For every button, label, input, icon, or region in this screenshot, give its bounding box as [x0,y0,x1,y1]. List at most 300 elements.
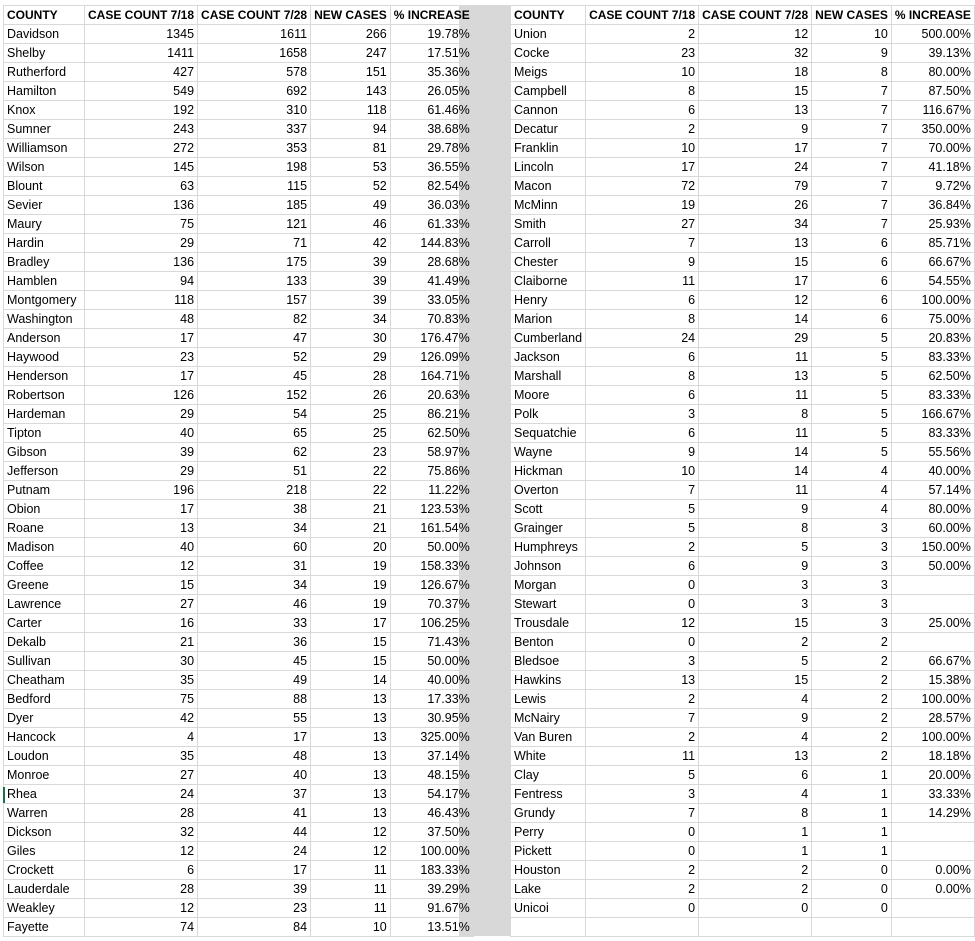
cell-case-count-7-18[interactable]: 35 [85,747,198,766]
cell-county[interactable]: Hancock [4,728,85,747]
cell-county[interactable]: McMinn [511,196,586,215]
cell-new-cases[interactable]: 12 [311,823,391,842]
cell-case-count-7-18[interactable]: 549 [85,82,198,101]
cell-county[interactable]: Davidson [4,25,85,44]
cell-case-count-7-28[interactable]: 13 [699,367,812,386]
cell-case-count-7-18[interactable]: 136 [85,253,198,272]
cell-case-count-7-28[interactable]: 692 [198,82,311,101]
cell-case-count-7-18[interactable]: 2 [586,728,699,747]
cell-county[interactable]: Haywood [4,348,85,367]
cell-case-count-7-18[interactable]: 40 [85,538,198,557]
cell-case-count-7-28[interactable]: 29 [699,329,812,348]
cell-case-count-7-18[interactable]: 17 [85,367,198,386]
cell-new-cases[interactable]: 7 [812,139,892,158]
cell-case-count-7-18[interactable]: 6 [586,348,699,367]
cell-county[interactable]: Marion [511,310,586,329]
cell-case-count-7-18[interactable]: 12 [85,842,198,861]
cell-case-count-7-28[interactable]: 18 [699,63,812,82]
cell-case-count-7-18[interactable]: 7 [586,481,699,500]
cell-percent-increase[interactable]: 20.63% [390,386,473,405]
cell-new-cases[interactable]: 5 [812,405,892,424]
cell-percent-increase[interactable]: 350.00% [891,120,974,139]
cell-case-count-7-28[interactable]: 9 [699,500,812,519]
cell-case-count-7-18[interactable]: 75 [85,215,198,234]
cell-case-count-7-28[interactable]: 88 [198,690,311,709]
cell-county[interactable]: Franklin [511,139,586,158]
cell-new-cases[interactable]: 2 [812,633,892,652]
cell-case-count-7-28[interactable]: 34 [198,519,311,538]
cell-case-count-7-28[interactable]: 152 [198,386,311,405]
cell-percent-increase[interactable]: 11.22% [390,481,473,500]
cell-new-cases[interactable]: 151 [311,63,391,82]
cell-case-count-7-28[interactable]: 15 [699,82,812,101]
cell-county[interactable]: Dekalb [4,633,85,652]
cell-percent-increase[interactable]: 83.33% [891,386,974,405]
cell-case-count-7-18[interactable]: 72 [586,177,699,196]
cell-percent-increase[interactable]: 17.51% [390,44,473,63]
cell-case-count-7-28[interactable]: 14 [699,310,812,329]
cell-county[interactable]: Washington [4,310,85,329]
cell-case-count-7-28[interactable]: 17 [699,139,812,158]
cell-new-cases[interactable]: 81 [311,139,391,158]
cell-county[interactable]: Claiborne [511,272,586,291]
cell-percent-increase[interactable]: 150.00% [891,538,974,557]
cell-new-cases[interactable]: 7 [812,177,892,196]
cell-percent-increase[interactable]: 126.67% [390,576,473,595]
cell-case-count-7-18[interactable]: 29 [85,234,198,253]
cell-case-count-7-18[interactable]: 39 [85,443,198,462]
cell-new-cases[interactable]: 42 [311,234,391,253]
cell-case-count-7-18[interactable]: 2 [586,120,699,139]
cell-case-count-7-18[interactable]: 196 [85,481,198,500]
cell-new-cases[interactable]: 94 [311,120,391,139]
cell-percent-increase[interactable]: 83.33% [891,424,974,443]
cell-case-count-7-18[interactable]: 192 [85,101,198,120]
cell-new-cases[interactable]: 9 [812,44,892,63]
cell-new-cases[interactable]: 7 [812,82,892,101]
cell-case-count-7-28[interactable]: 353 [198,139,311,158]
cell-case-count-7-28[interactable]: 185 [198,196,311,215]
cell-case-count-7-28[interactable]: 218 [198,481,311,500]
cell-case-count-7-28[interactable]: 54 [198,405,311,424]
cell-county[interactable]: Maury [4,215,85,234]
cell-case-count-7-18[interactable]: 24 [85,785,198,804]
cell-case-count-7-18[interactable]: 35 [85,671,198,690]
cell-case-count-7-28[interactable]: 14 [699,462,812,481]
cell-case-count-7-18[interactable]: 3 [586,652,699,671]
cell-county[interactable]: Hamilton [4,82,85,101]
cell-county[interactable]: Van Buren [511,728,586,747]
cell-percent-increase[interactable]: 66.67% [891,253,974,272]
cell-new-cases[interactable]: 0 [812,899,892,918]
cell-case-count-7-18[interactable]: 118 [85,291,198,310]
cell-case-count-7-28[interactable]: 15 [699,253,812,272]
cell-percent-increase[interactable]: 70.37% [390,595,473,614]
cell-new-cases[interactable]: 13 [311,785,391,804]
cell-percent-increase[interactable]: 25.93% [891,215,974,234]
cell-county[interactable]: Houston [511,861,586,880]
cell-case-count-7-18[interactable]: 0 [586,842,699,861]
cell-case-count-7-28[interactable]: 34 [699,215,812,234]
cell-percent-increase[interactable]: 58.97% [390,443,473,462]
cell-percent-increase[interactable]: 54.17% [390,785,473,804]
cell-case-count-7-18[interactable]: 11 [586,747,699,766]
cell-percent-increase[interactable]: 30.95% [390,709,473,728]
cell-case-count-7-28[interactable]: 34 [198,576,311,595]
cell-county[interactable]: Greene [4,576,85,595]
cell-new-cases[interactable]: 3 [812,614,892,633]
cell-percent-increase[interactable]: 75.00% [891,310,974,329]
cell-case-count-7-18[interactable]: 1411 [85,44,198,63]
cell-percent-increase[interactable]: 13.51% [390,918,473,937]
cell-new-cases[interactable]: 1 [812,842,892,861]
cell-county[interactable]: Macon [511,177,586,196]
cell-new-cases[interactable]: 39 [311,253,391,272]
cell-case-count-7-28[interactable]: 71 [198,234,311,253]
cell-new-cases[interactable]: 6 [812,310,892,329]
cell-case-count-7-28[interactable]: 45 [198,652,311,671]
cell-case-count-7-18[interactable]: 5 [586,766,699,785]
cell-new-cases[interactable]: 5 [812,348,892,367]
cell-case-count-7-28[interactable]: 65 [198,424,311,443]
cell-county[interactable]: Hickman [511,462,586,481]
cell-percent-increase[interactable]: 35.36% [390,63,473,82]
cell-county[interactable]: Bradley [4,253,85,272]
header-county[interactable]: COUNTY [4,6,85,25]
cell-new-cases[interactable]: 34 [311,310,391,329]
cell-case-count-7-28[interactable]: 157 [198,291,311,310]
cell-percent-increase[interactable] [891,576,974,595]
cell-county[interactable]: Williamson [4,139,85,158]
cell-percent-increase[interactable]: 15.38% [891,671,974,690]
cell-percent-increase[interactable]: 176.47% [390,329,473,348]
cell-new-cases[interactable]: 6 [812,253,892,272]
cell-case-count-7-18[interactable]: 6 [586,101,699,120]
cell-percent-increase[interactable]: 28.68% [390,253,473,272]
cell-new-cases[interactable]: 29 [311,348,391,367]
cell-county[interactable]: Madison [4,538,85,557]
cell-new-cases[interactable]: 13 [311,709,391,728]
cell-county[interactable]: Montgomery [4,291,85,310]
cell-case-count-7-28[interactable]: 2 [699,633,812,652]
cell-county[interactable]: Marshall [511,367,586,386]
cell-new-cases[interactable]: 4 [812,500,892,519]
cell-percent-increase[interactable]: 33.05% [390,291,473,310]
cell-percent-increase[interactable]: 0.00% [891,861,974,880]
cell-county[interactable]: Stewart [511,595,586,614]
cell-case-count-7-28[interactable]: 9 [699,557,812,576]
cell-case-count-7-18[interactable]: 28 [85,804,198,823]
cell-case-count-7-18[interactable]: 11 [586,272,699,291]
cell-percent-increase[interactable]: 123.53% [390,500,473,519]
cell-case-count-7-18[interactable]: 10 [586,462,699,481]
cell-county[interactable]: Rutherford [4,63,85,82]
cell-percent-increase[interactable]: 87.50% [891,82,974,101]
cell-new-cases[interactable]: 7 [812,215,892,234]
cell-case-count-7-28[interactable]: 0 [699,899,812,918]
cell-case-count-7-28[interactable]: 23 [198,899,311,918]
cell-case-count-7-28[interactable]: 3 [699,595,812,614]
cell-case-count-7-28[interactable]: 17 [699,272,812,291]
cell-county[interactable]: Decatur [511,120,586,139]
cell-case-count-7-18[interactable]: 427 [85,63,198,82]
cell-case-count-7-28[interactable]: 8 [699,804,812,823]
cell-case-count-7-28[interactable]: 6 [699,766,812,785]
cell-new-cases[interactable]: 5 [812,424,892,443]
cell-case-count-7-18[interactable]: 63 [85,177,198,196]
cell-percent-increase[interactable]: 37.50% [390,823,473,842]
cell-case-count-7-18[interactable]: 7 [586,709,699,728]
cell-county[interactable]: Jefferson [4,462,85,481]
cell-case-count-7-28[interactable]: 44 [198,823,311,842]
cell-percent-increase[interactable]: 70.83% [390,310,473,329]
cell-percent-increase[interactable]: 61.46% [390,101,473,120]
cell-county[interactable]: Chester [511,253,586,272]
cell-new-cases[interactable]: 14 [311,671,391,690]
cell-county[interactable]: Cocke [511,44,586,63]
cell-case-count-7-28[interactable]: 2 [699,861,812,880]
cell-percent-increase[interactable] [891,823,974,842]
cell-case-count-7-28[interactable]: 13 [699,101,812,120]
cell-case-count-7-18[interactable]: 2 [586,538,699,557]
cell-case-count-7-28[interactable]: 5 [699,652,812,671]
cell-new-cases[interactable]: 25 [311,405,391,424]
cell-county[interactable]: Grundy [511,804,586,823]
cell-percent-increase[interactable]: 46.43% [390,804,473,823]
cell-new-cases[interactable]: 6 [812,234,892,253]
cell-new-cases[interactable]: 53 [311,158,391,177]
cell-case-count-7-28[interactable]: 17 [198,861,311,880]
cell-new-cases[interactable]: 13 [311,747,391,766]
cell-case-count-7-18[interactable]: 0 [586,595,699,614]
cell-case-count-7-18[interactable]: 10 [586,139,699,158]
cell-case-count-7-28[interactable]: 133 [198,272,311,291]
cell-county[interactable]: Lawrence [4,595,85,614]
cell-case-count-7-18[interactable]: 3 [586,785,699,804]
cell-county[interactable]: Giles [4,842,85,861]
cell-county[interactable]: Sullivan [4,652,85,671]
cell-case-count-7-18[interactable]: 27 [85,595,198,614]
cell-case-count-7-18[interactable]: 145 [85,158,198,177]
cell-case-count-7-18[interactable]: 12 [586,614,699,633]
cell-case-count-7-18[interactable]: 17 [85,500,198,519]
cell-county[interactable]: Crockett [4,861,85,880]
cell-county[interactable]: Cumberland [511,329,586,348]
cell-county[interactable]: Sevier [4,196,85,215]
cell-percent-increase[interactable]: 62.50% [891,367,974,386]
cell-case-count-7-28[interactable]: 175 [198,253,311,272]
cell-county[interactable]: Robertson [4,386,85,405]
cell-new-cases[interactable]: 118 [311,101,391,120]
cell-case-count-7-18[interactable]: 5 [586,519,699,538]
cell-new-cases[interactable]: 15 [311,633,391,652]
cell-percent-increase[interactable]: 166.67% [891,405,974,424]
cell-new-cases[interactable]: 13 [311,766,391,785]
cell-case-count-7-28[interactable]: 11 [699,348,812,367]
cell-case-count-7-18[interactable]: 42 [85,709,198,728]
cell-county[interactable]: Tipton [4,424,85,443]
cell-percent-increase[interactable] [891,918,974,937]
cell-new-cases[interactable]: 1 [812,785,892,804]
cell-new-cases[interactable]: 3 [812,538,892,557]
cell-new-cases[interactable]: 11 [311,880,391,899]
cell-county[interactable]: Fayette [4,918,85,937]
cell-percent-increase[interactable]: 91.67% [390,899,473,918]
cell-new-cases[interactable]: 11 [311,899,391,918]
cell-case-count-7-28[interactable]: 46 [198,595,311,614]
cell-percent-increase[interactable]: 20.83% [891,329,974,348]
cell-county[interactable]: Putnam [4,481,85,500]
cell-percent-increase[interactable]: 164.71% [390,367,473,386]
cell-case-count-7-18[interactable]: 27 [85,766,198,785]
cell-county[interactable]: Union [511,25,586,44]
cell-new-cases[interactable]: 0 [812,880,892,899]
cell-county[interactable]: Weakley [4,899,85,918]
cell-county[interactable]: Moore [511,386,586,405]
cell-new-cases[interactable]: 4 [812,462,892,481]
cell-percent-increase[interactable]: 50.00% [891,557,974,576]
cell-case-count-7-28[interactable]: 1611 [198,25,311,44]
cell-percent-increase[interactable]: 36.84% [891,196,974,215]
cell-case-count-7-18[interactable]: 0 [586,633,699,652]
header-new-cases[interactable]: NEW CASES [311,6,391,25]
header-new-cases[interactable]: NEW CASES [812,6,892,25]
cell-new-cases[interactable]: 2 [812,690,892,709]
cell-case-count-7-18[interactable]: 16 [85,614,198,633]
cell-case-count-7-28[interactable]: 55 [198,709,311,728]
cell-percent-increase[interactable]: 25.00% [891,614,974,633]
cell-case-count-7-28[interactable]: 11 [699,424,812,443]
cell-case-count-7-18[interactable]: 0 [586,576,699,595]
cell-new-cases[interactable]: 17 [311,614,391,633]
cell-percent-increase[interactable]: 37.14% [390,747,473,766]
cell-case-count-7-28[interactable]: 62 [198,443,311,462]
cell-case-count-7-18[interactable]: 19 [586,196,699,215]
cell-new-cases[interactable]: 1 [812,823,892,842]
cell-new-cases[interactable]: 7 [812,101,892,120]
cell-case-count-7-28[interactable]: 11 [699,386,812,405]
header-percent-increase[interactable]: % INCREASE [390,6,473,25]
cell-case-count-7-18[interactable]: 4 [85,728,198,747]
cell-percent-increase[interactable]: 28.57% [891,709,974,728]
cell-percent-increase[interactable]: 17.33% [390,690,473,709]
cell-case-count-7-18[interactable]: 8 [586,367,699,386]
cell-case-count-7-28[interactable]: 36 [198,633,311,652]
cell-county[interactable]: Henry [511,291,586,310]
cell-county[interactable]: Cheatham [4,671,85,690]
cell-case-count-7-18[interactable]: 7 [586,234,699,253]
cell-case-count-7-18[interactable]: 10 [586,63,699,82]
cell-case-count-7-28[interactable]: 13 [699,747,812,766]
cell-new-cases[interactable]: 21 [311,519,391,538]
header-case-count-7-28[interactable]: CASE COUNT 7/28 [198,6,311,25]
cell-case-count-7-18[interactable]: 13 [586,671,699,690]
cell-county[interactable]: Henderson [4,367,85,386]
cell-percent-increase[interactable]: 75.86% [390,462,473,481]
cell-case-count-7-28[interactable]: 115 [198,177,311,196]
cell-new-cases[interactable]: 10 [812,25,892,44]
cell-case-count-7-18[interactable]: 29 [85,462,198,481]
cell-percent-increase[interactable]: 55.56% [891,443,974,462]
header-case-count-7-18[interactable]: CASE COUNT 7/18 [85,6,198,25]
cell-percent-increase[interactable]: 144.83% [390,234,473,253]
cell-new-cases[interactable]: 266 [311,25,391,44]
cell-county[interactable]: Loudon [4,747,85,766]
cell-county[interactable]: Hawkins [511,671,586,690]
cell-case-count-7-18[interactable]: 21 [85,633,198,652]
cell-county[interactable]: Overton [511,481,586,500]
cell-county[interactable]: Gibson [4,443,85,462]
cell-case-count-7-28[interactable]: 38 [198,500,311,519]
cell-county[interactable]: Meigs [511,63,586,82]
cell-percent-increase[interactable]: 106.25% [390,614,473,633]
cell-case-count-7-18[interactable]: 6 [586,557,699,576]
cell-case-count-7-18[interactable]: 29 [85,405,198,424]
cell-percent-increase[interactable]: 183.33% [390,861,473,880]
cell-percent-increase[interactable]: 39.29% [390,880,473,899]
cell-case-count-7-28[interactable]: 5 [699,538,812,557]
cell-case-count-7-28[interactable]: 198 [198,158,311,177]
cell-case-count-7-28[interactable]: 2 [699,880,812,899]
cell-percent-increase[interactable]: 57.14% [891,481,974,500]
cell-county[interactable]: Wayne [511,443,586,462]
cell-case-count-7-28[interactable]: 4 [699,690,812,709]
cell-case-count-7-28[interactable]: 121 [198,215,311,234]
cell-percent-increase[interactable]: 41.49% [390,272,473,291]
cell-new-cases[interactable]: 2 [812,728,892,747]
cell-percent-increase[interactable]: 100.00% [390,842,473,861]
cell-percent-increase[interactable]: 33.33% [891,785,974,804]
cell-county[interactable]: Dickson [4,823,85,842]
cell-percent-increase[interactable]: 19.78% [390,25,473,44]
cell-case-count-7-28[interactable]: 11 [699,481,812,500]
cell-case-count-7-28[interactable] [699,918,812,937]
cell-percent-increase[interactable]: 38.68% [390,120,473,139]
cell-county[interactable]: Wilson [4,158,85,177]
cell-percent-increase[interactable]: 26.05% [390,82,473,101]
cell-new-cases[interactable]: 19 [311,576,391,595]
cell-case-count-7-28[interactable]: 47 [198,329,311,348]
cell-county[interactable]: Lewis [511,690,586,709]
cell-county[interactable]: Cannon [511,101,586,120]
cell-percent-increase[interactable]: 61.33% [390,215,473,234]
cell-case-count-7-18[interactable]: 75 [85,690,198,709]
cell-percent-increase[interactable]: 18.18% [891,747,974,766]
cell-new-cases[interactable]: 5 [812,329,892,348]
cell-percent-increase[interactable] [891,842,974,861]
cell-case-count-7-18[interactable]: 27 [586,215,699,234]
cell-county[interactable]: Roane [4,519,85,538]
cell-new-cases[interactable]: 15 [311,652,391,671]
cell-county[interactable]: Johnson [511,557,586,576]
cell-percent-increase[interactable]: 70.00% [891,139,974,158]
cell-county[interactable]: Bedford [4,690,85,709]
cell-case-count-7-28[interactable]: 1 [699,842,812,861]
cell-case-count-7-28[interactable]: 1658 [198,44,311,63]
cell-county[interactable]: Scott [511,500,586,519]
cell-case-count-7-18[interactable]: 48 [85,310,198,329]
cell-county[interactable]: McNairy [511,709,586,728]
cell-case-count-7-28[interactable]: 45 [198,367,311,386]
cell-case-count-7-18[interactable]: 30 [85,652,198,671]
cell-percent-increase[interactable]: 50.00% [390,652,473,671]
cell-new-cases[interactable]: 0 [812,861,892,880]
cell-new-cases[interactable]: 7 [812,196,892,215]
cell-case-count-7-28[interactable]: 33 [198,614,311,633]
cell-percent-increase[interactable]: 82.54% [390,177,473,196]
cell-case-count-7-18[interactable]: 9 [586,253,699,272]
cell-county[interactable]: Shelby [4,44,85,63]
